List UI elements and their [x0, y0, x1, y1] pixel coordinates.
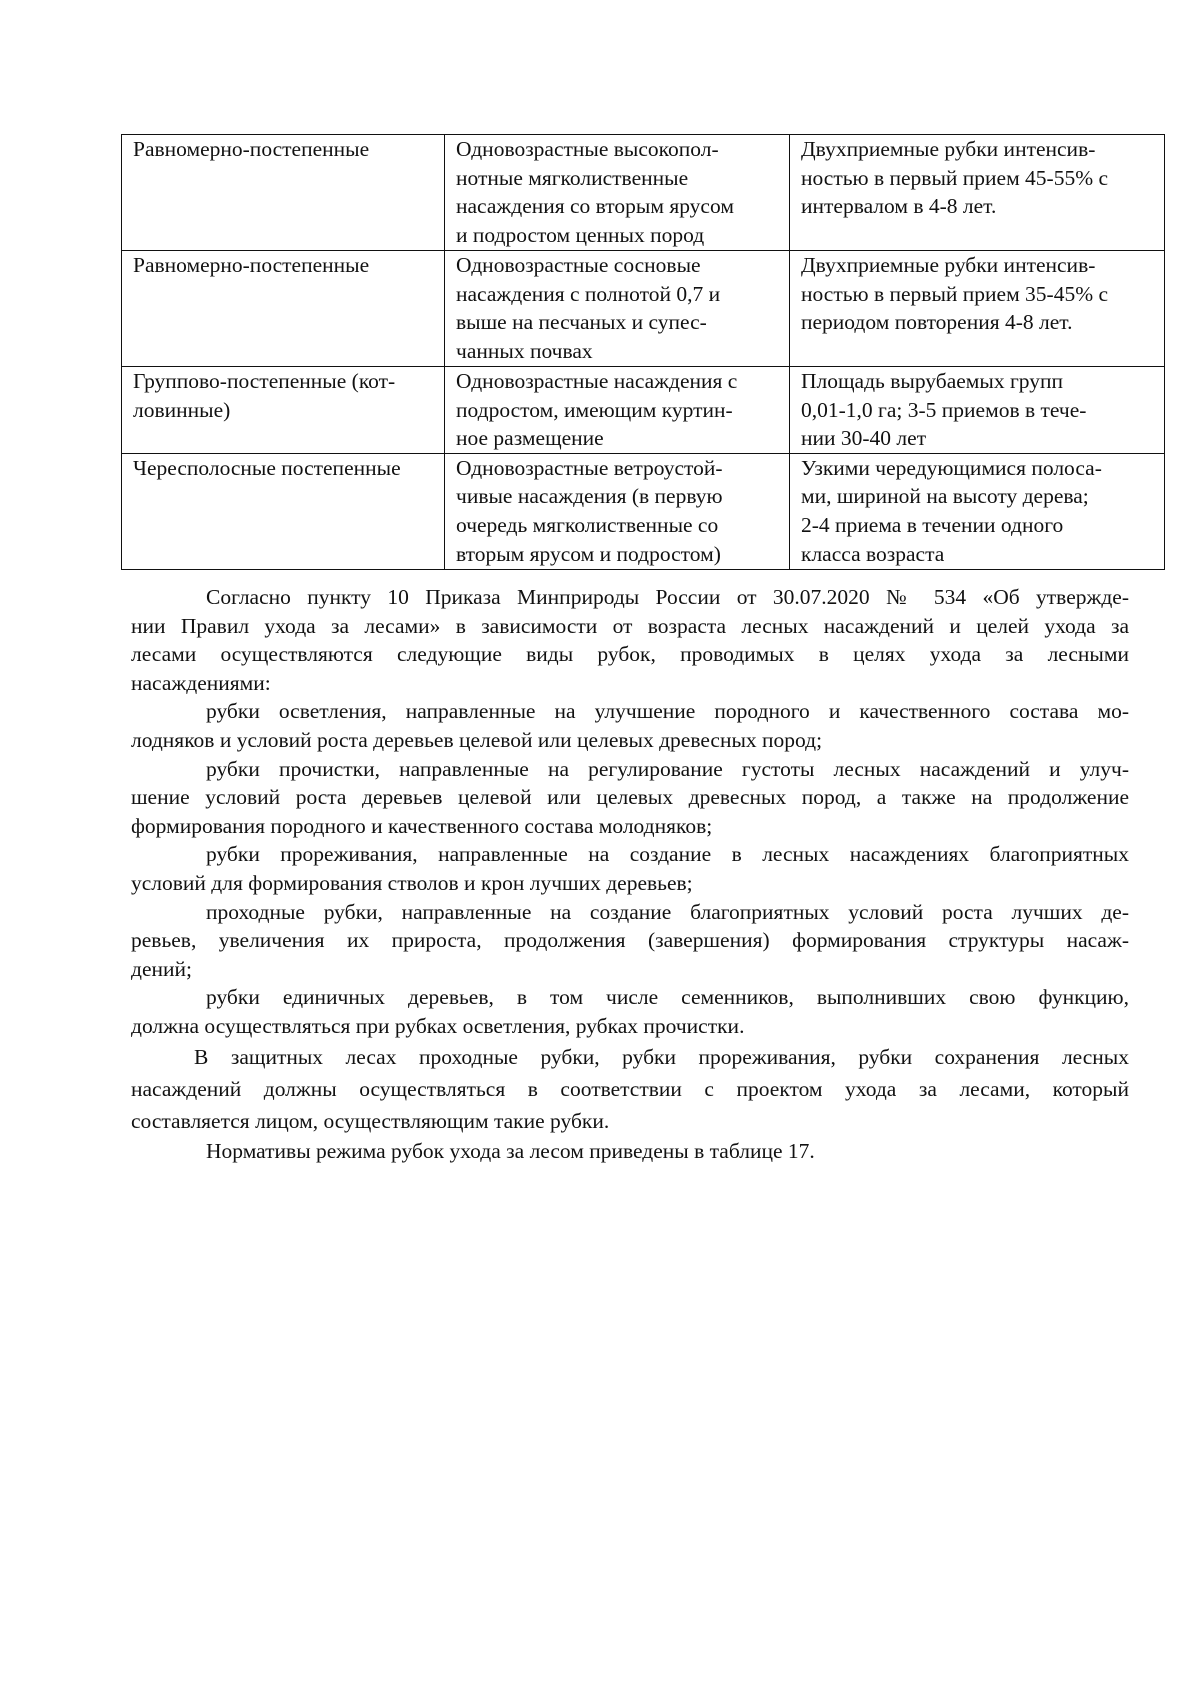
cell-text: подростом, имеющим куртин-: [456, 397, 733, 422]
cell-text: насаждения со вторым ярусом: [456, 194, 734, 219]
cell-text: Узкими чередующимися полоса-: [801, 455, 1102, 480]
text-line: насаждений должны осуществляться в соответствии с проектом ухода за лесами, который: [131, 1076, 1129, 1101]
cell-text: ловинные): [133, 397, 231, 422]
cell-text: нотные мягколиственные: [456, 165, 689, 190]
text-line: ревьев, увеличения их прироста, продолжения (завершения) формирования структуры насаж-: [131, 928, 1129, 953]
table-cell-method: [122, 251, 445, 367]
table-cell-method: [122, 135, 445, 251]
text-line: дений;: [131, 956, 192, 981]
cell-text: Равномерно-постепенные: [133, 253, 370, 277]
text-line: составляется лицом, осуществляющим такие рубки.: [131, 1108, 610, 1133]
cell-text: Чересполосные постепенные: [133, 455, 401, 480]
text-line: проходные рубки, направленные на создание благоприятных условий роста лучших де-: [206, 899, 1129, 924]
table-cell-method: [122, 453, 445, 569]
table-cell-method: [122, 367, 445, 454]
cell-text: 0,01-1,0 га; 3-5 приемов в тече-: [801, 397, 1087, 422]
cell-text: Группово-постепенные (кот-: [133, 369, 396, 393]
cell-text: 2-4 приема в течении одного: [801, 512, 1064, 537]
cell-text: вторым ярусом и подростом): [456, 541, 721, 566]
paragraph: [131, 697, 1129, 754]
text-line: насаждениями:: [131, 670, 271, 695]
paragraph: [131, 755, 1129, 841]
paragraph: [131, 1137, 1129, 1166]
cell-text: ми, шириной на высоту дерева;: [801, 484, 1089, 509]
cell-text: насаждения с полнотой 0,7 и: [456, 281, 721, 306]
table-cell-stands: [445, 135, 790, 251]
cell-text: выше на песчаных и супес-: [456, 310, 707, 335]
table-row: [122, 251, 1165, 367]
text-line: шение условий роста деревьев целевой или целевых древесных пород, а также на продолжение: [131, 785, 1129, 810]
cell-text: и подростом ценных пород: [456, 222, 705, 247]
table-row: [122, 367, 1165, 454]
text-line: рубки прореживания, направленные на создание в лесных насаждениях благоприятных: [206, 842, 1129, 867]
cell-text: ное размещение: [456, 426, 604, 451]
text-line: рубки прочистки, направленные на регулирование густоты лесных насаждений и улуч-: [206, 756, 1129, 781]
text-line: условий для формирования стволов и крон лучших деревьев;: [131, 870, 693, 895]
cell-text: ностью в первый прием 35-45% с: [801, 281, 1109, 306]
text-line: должна осуществляться при рубках осветления, рубках прочистки.: [131, 1013, 745, 1038]
text-line: лодняков и условий роста деревьев целевой или целевых древесных пород;: [131, 727, 823, 752]
text-line: формирования породного и качественного состава молодняков;: [131, 813, 713, 838]
text-line: лесами осуществляются следующие виды рубок, проводимых в целях ухода за лесными: [131, 642, 1129, 667]
cell-text: Одновозрастные высокопол-: [456, 137, 719, 161]
cell-text: класса возраста: [801, 541, 945, 566]
cell-text: Равномерно-постепенные: [133, 137, 370, 161]
cell-text: Двухприемные рубки интенсив-: [801, 137, 1096, 161]
cell-text: Площадь вырубаемых групп: [801, 369, 1063, 393]
paragraph: [131, 583, 1129, 697]
table-cell-notes: [790, 135, 1165, 251]
table-body: [122, 135, 1165, 570]
cell-text: периодом повторения 4-8 лет.: [801, 310, 1073, 335]
paragraph: [131, 1041, 1129, 1137]
cell-text: Одновозрастные ветроустой-: [456, 455, 723, 480]
paragraph: [131, 983, 1129, 1040]
table-cell-notes: [790, 453, 1165, 569]
text-line: рубки единичных деревьев, в том числе семенников, выполнивших свою функцию,: [206, 985, 1129, 1010]
cell-text: очередь мягколиственные со: [456, 512, 719, 537]
cell-text: чанных почвах: [456, 338, 593, 363]
cell-text: чивые насаждения (в первую: [456, 484, 723, 509]
table-row: [122, 453, 1165, 569]
table-cell-stands: [445, 251, 790, 367]
cell-text: Двухприемные рубки интенсив-: [801, 253, 1096, 277]
table-cell-notes: [790, 251, 1165, 367]
felling-methods-table: [121, 134, 1165, 570]
paragraph: [131, 898, 1129, 984]
cell-text: Одновозрастные сосновые: [456, 253, 701, 277]
text-line: В защитных лесах проходные рубки, рубки прореживания, рубки сохранения лесных: [194, 1044, 1129, 1069]
table-cell-stands: [445, 367, 790, 454]
table-row: [122, 135, 1165, 251]
text-line: Нормативы режима рубок ухода за лесом приведены в таблице 17.: [206, 1138, 815, 1163]
cell-text: интервалом в 4-8 лет.: [801, 194, 997, 219]
cell-text: ностью в первый прием 45-55% с: [801, 165, 1109, 190]
cell-text: Одновозрастные насаждения с: [456, 369, 738, 393]
text-line: рубки осветления, направленные на улучшение породного и качественного состава мо-: [206, 699, 1129, 724]
table-cell-stands: [445, 453, 790, 569]
text-line: нии Правил ухода за лесами» в зависимости от возраста лесных насаждений и целей ухода за: [131, 613, 1129, 638]
body-text: [131, 583, 1129, 1165]
paragraph: [131, 840, 1129, 897]
text-line: Согласно пункту 10 Приказа Минприроды России от 30.07.2020 № 534 «Об утвержде-: [206, 585, 1129, 609]
cell-text: нии 30-40 лет: [801, 426, 927, 451]
table-cell-notes: [790, 367, 1165, 454]
